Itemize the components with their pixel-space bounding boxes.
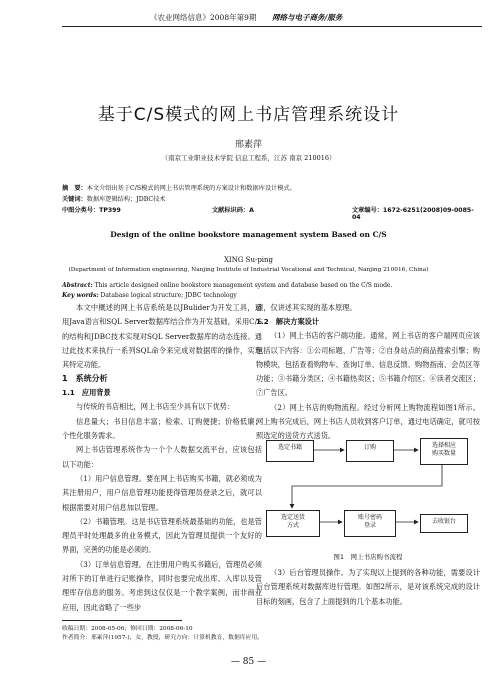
received-date: 收稿日期：2008-05-06；修回日期：2008-06-10 — [62, 626, 193, 632]
flow-box-order: 订购 — [346, 440, 394, 462]
flow-box-quantity: 选择相应 购买数量 — [420, 438, 468, 465]
paragraph: 与传统的书店相比，网上书店至少具有以下优势： — [76, 402, 235, 412]
en-keywords-text: Database logical structure; JDBC technology — [100, 292, 237, 299]
running-header — [60, 12, 480, 26]
flow-box-checkout: 去收银台 — [420, 514, 468, 533]
paragraph: （2）网上书店的购物流程。经过分析网上购物流程如图1所示。网上购书完成后，网上书店人员收到客户订单，通过电话确定，就可按照选定的送货方式送货。 — [256, 402, 480, 441]
intro-paragraph: 本文中概述的网上书店系统是以JBulider为开发工具，运用Java语言和SQL Server数据库结合作为开发基础，采用C/S的结构和JDBC技术实现对SQL Server数据库的动态连接。通过此技术来执行一系列SQL命令来完成对数据库的操作，实现其特定功能。 — [62, 303, 262, 370]
en-abstract-text: This article designed online bookstore management system and database based on the C/S mode. — [94, 282, 393, 289]
author-name: 邢素萍 — [234, 140, 262, 150]
paragraph: （1）网上书店的客户端功能。通常，网上书店的客户端网页应该包括以下内容：①公司标题、广告等；②自身站点的商品搜索引擎；购物模块，包括查看购物车、查询订单、信息反馈、购物指南、会员区等功能；③书籍分类区；④书籍热卖区；⑤书籍介绍区；⑥读者交流区；⑦广告区。 — [256, 331, 480, 398]
paragraph: 骤，仅讲述其实现的基本原理。 — [256, 303, 357, 312]
paragraph: 信息量大；书目信息丰富；检索、订购便捷；价格低廉；个性化服务需求。 — [62, 416, 262, 441]
header-rule — [62, 26, 482, 27]
english-affiliation: (Department of Information engineering, Nanjing Institute of Industrial Vocational and Technical, Nanjing 210016, China) — [68, 267, 429, 273]
author-bio: 作者简介：邢素萍(1957-)，女，教授，研究方向：计算机教育，数据库应用。 — [62, 635, 263, 641]
flow-box-delivery: 选定送货 方式 — [266, 510, 320, 537]
flow-box-login: 账号密码 登录 — [344, 510, 396, 537]
en-abstract-label: Abstract: — [62, 282, 93, 289]
subsection-heading-1-2: 1.2 解决方案设计 — [256, 317, 320, 327]
journal-issue: 《农业网络信息》2008年第9期 — [150, 13, 257, 22]
english-abstract — [62, 281, 482, 301]
clc-number: 中图分类号：TP399 — [62, 207, 121, 214]
classification-row — [62, 205, 482, 221]
paragraph: 网上书店管理系统作为一个个人数据交流平台，应该包括以下功能： — [62, 445, 262, 469]
footnote — [62, 625, 482, 643]
purchase-flow-diagram — [262, 436, 474, 544]
paragraph: （2）书籍管理。这是书店管理系统最基础的功能，也是管理员平时处理最多的业务模式，因此为管理员提供一个友好的界面，完善的功能是必须的。 — [62, 516, 262, 555]
article-id: 文章编号：1672-6251(2008)09-0085-04 — [352, 207, 474, 221]
keywords-label: 关键词： — [62, 196, 87, 203]
footnote-rule — [62, 620, 182, 621]
doc-code: 文献标识码：A — [212, 207, 254, 214]
en-keywords-label: Key words: — [62, 292, 99, 299]
english-author: XING Su-ping — [223, 256, 274, 264]
paragraph: （3）订单信息管理。在注册用户购买书籍后，管理员必须对所下的订单进行记账操作，同时也要完成出库、入库以及管理库存信息的服务。考虑到这仅仅是一个教学案例，而非商业应用，因此省略了一些步 — [62, 559, 262, 612]
paper-title: 基于C/S模式的网上书店管理系统设计 — [97, 105, 400, 125]
figure-caption: 图1 网上书店购书流程 — [333, 553, 403, 561]
abstract-label: 摘 要： — [62, 185, 87, 192]
keywords-text: 数据库逻辑结构；JDBC技术 — [86, 196, 166, 203]
right-column-lower — [256, 566, 480, 609]
section-name: 网络与电子商务/服务 — [272, 13, 343, 22]
page-number: — 85 — — [230, 657, 267, 667]
paragraph: （3）后台管理员操作。为了实现以上提到的各种功能，需要设计后台管理系统对数据库进行管理。如图2所示，是对该系统完成的设计目标的刻画，包含了上面提到的几个基本功能。 — [256, 568, 480, 606]
left-column — [62, 301, 262, 615]
arrow-3 — [292, 464, 442, 508]
paragraph: （1）用户信息管理。要在网上书店购买书籍，就必须成为其注册用户，用户信息管理功能使得管理员登录之后，就可以根据需要对用户信息加以管理。 — [62, 473, 262, 512]
abstract-cn — [62, 183, 482, 205]
flow-box-select-book: 选定书籍 — [266, 440, 314, 462]
abstract-text: 本文介绍出基于C/S模式的网上书店管理系统的方案设计和数据库设计模式。 — [86, 185, 296, 192]
right-column — [256, 301, 480, 444]
author-affiliation: （南京工业职业技术学院 信息工程系，江苏 南京 210016） — [161, 154, 336, 162]
section-heading-1: 1 系统分析 — [62, 374, 108, 384]
english-title: Design of the online bookstore management system Based on C/S — [110, 230, 387, 239]
subsection-heading-1-1: 1.1 应用背景 — [62, 388, 111, 398]
